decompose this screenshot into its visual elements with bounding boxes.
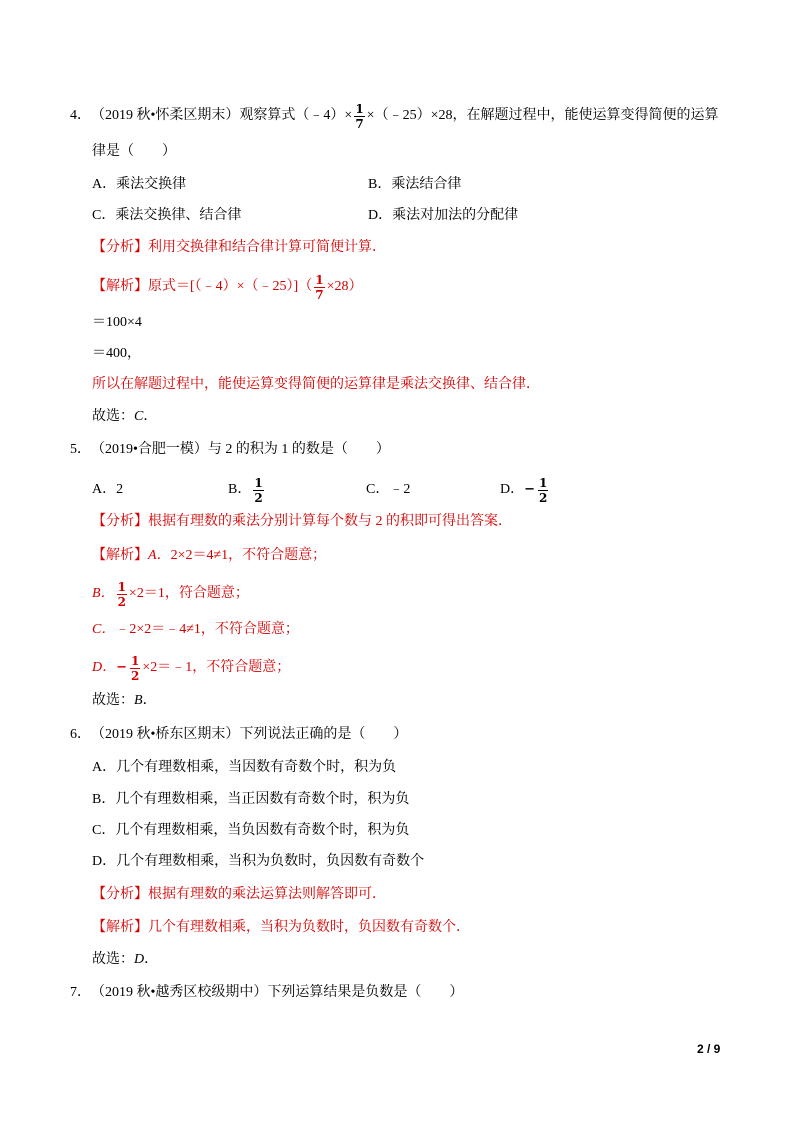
fraction-denominator: 2 bbox=[254, 490, 263, 505]
solution-text: ×28） bbox=[326, 279, 363, 294]
solution-step-letter: C． bbox=[92, 622, 116, 637]
question-5-stem bbox=[70, 440, 390, 460]
analysis bbox=[92, 885, 386, 905]
question-number: 4． bbox=[70, 108, 91, 123]
answer-prefix: 故选： bbox=[92, 693, 134, 708]
option-text: 乘法交换律 bbox=[116, 177, 187, 192]
question-6-stem bbox=[70, 725, 407, 745]
answer-prefix: 故选： bbox=[92, 952, 134, 967]
fraction-numerator: 1 bbox=[131, 653, 140, 668]
fraction-denominator: 7 bbox=[315, 287, 324, 302]
answer-suffix: ． bbox=[144, 952, 159, 967]
question-source: （2019 秋•桥东区期末） bbox=[91, 727, 240, 742]
option-c bbox=[92, 206, 241, 226]
answer-letter: D bbox=[134, 952, 145, 967]
solution-text: ﹣2×2＝﹣4≠1，不符合题意； bbox=[115, 622, 299, 637]
fraction-denominator: 2 bbox=[539, 490, 548, 505]
solution-line bbox=[92, 272, 363, 302]
fraction bbox=[253, 477, 263, 504]
solution-text: 原式＝[（﹣4）×（﹣25）]（ bbox=[148, 279, 313, 294]
solution-text: ×2＝﹣1，不符合题意； bbox=[142, 660, 291, 675]
solution-label: 【解析】 bbox=[92, 548, 148, 563]
question-text: 观察算式（﹣4）× bbox=[239, 108, 353, 123]
solution-line bbox=[92, 620, 299, 640]
option-c bbox=[366, 480, 410, 500]
fraction-numerator: 1 bbox=[315, 272, 324, 287]
option-letter: D． bbox=[92, 854, 117, 869]
option-b bbox=[92, 790, 409, 810]
analysis bbox=[92, 238, 386, 258]
option-text: 几个有理数相乘，当因数有奇数个时，积为负 bbox=[116, 760, 397, 775]
option-text: 2 bbox=[116, 482, 124, 497]
answer-suffix: ． bbox=[143, 409, 158, 424]
option-text: 乘法交换律、结合律 bbox=[115, 208, 242, 223]
question-text: 与 2 的积为 1 的数是（ ） bbox=[207, 442, 390, 457]
question-text: 下列说法正确的是（ ） bbox=[239, 727, 408, 742]
question-number: 5． bbox=[70, 442, 91, 457]
answer-line bbox=[92, 407, 157, 427]
analysis-label: 【分析】 bbox=[92, 240, 148, 255]
fraction-numerator: 1 bbox=[117, 579, 126, 594]
question-source: （2019 秋•怀柔区期末） bbox=[91, 108, 240, 123]
option-letter: C． bbox=[92, 823, 116, 838]
solution-line bbox=[92, 579, 249, 609]
fraction-numerator: 1 bbox=[539, 475, 548, 490]
answer-prefix: 故选： bbox=[92, 409, 134, 424]
fraction-numerator: 1 bbox=[254, 475, 263, 490]
question-source: （2019•合肥一模） bbox=[91, 442, 208, 457]
fraction bbox=[354, 103, 364, 130]
option-letter: D． bbox=[368, 208, 393, 223]
option-letter: B． bbox=[368, 177, 392, 192]
analysis-text: 利用交换律和结合律计算可简便计算． bbox=[148, 240, 386, 255]
option-text: 乘法结合律 bbox=[391, 177, 462, 192]
question-4-stem bbox=[70, 101, 719, 131]
option-c bbox=[92, 821, 409, 841]
question-number: 7． bbox=[70, 985, 91, 1000]
question-text: ×（﹣25）×28，在解题过程中，能使运算变得简便的运算 bbox=[366, 108, 719, 123]
solution-step-letter: D． bbox=[92, 660, 117, 675]
page-number: 2 / 9 bbox=[697, 1042, 721, 1056]
answer-line bbox=[92, 691, 157, 711]
option-letter: A． bbox=[92, 760, 117, 775]
solution-text: ×2＝1，符合题意； bbox=[128, 586, 249, 601]
solution-text: 2×2＝4≠1，不符合题意； bbox=[170, 548, 327, 563]
option-letter: B． bbox=[228, 482, 252, 497]
question-source: （2019 秋•越秀区校级期中） bbox=[91, 985, 268, 1000]
analysis-text: 根据有理数的乘法运算法则解答即可． bbox=[148, 887, 386, 902]
solution-line bbox=[92, 653, 291, 683]
fraction-denominator: 7 bbox=[355, 116, 364, 131]
fraction-denominator: 2 bbox=[131, 668, 140, 683]
solution-label: 【解析】 bbox=[92, 279, 148, 294]
option-a bbox=[92, 175, 186, 195]
solution-line bbox=[92, 918, 470, 938]
question-number: 6． bbox=[70, 727, 91, 742]
option-b bbox=[368, 175, 461, 195]
option-text: ﹣2 bbox=[389, 482, 411, 497]
minus-sign: − bbox=[116, 660, 128, 675]
option-letter: D． bbox=[500, 482, 525, 497]
solution-text: ＝100×4 bbox=[92, 315, 142, 330]
fraction bbox=[314, 274, 324, 301]
solution-step-letter: A． bbox=[148, 548, 171, 563]
option-d bbox=[92, 852, 424, 872]
question-text: 律是（ ） bbox=[92, 144, 176, 159]
option-a bbox=[92, 480, 123, 500]
analysis-text: 根据有理数的乘法分别计算每个数与 2 的积即可得出答案． bbox=[148, 514, 512, 529]
solution-text: 所以在解题过程中，能使运算变得简便的运算律是乘法交换律、结合律． bbox=[92, 377, 540, 392]
option-text: 几个有理数相乘，当积为负数时，负因数有奇数个 bbox=[116, 854, 425, 869]
solution-label: 【解析】 bbox=[92, 920, 148, 935]
option-d bbox=[500, 475, 550, 505]
solution-line bbox=[92, 313, 142, 333]
option-letter: B． bbox=[92, 792, 116, 807]
solution-text: 几个有理数相乘，当积为负数时，负因数有奇数个． bbox=[148, 920, 470, 935]
fraction-denominator: 2 bbox=[117, 594, 126, 609]
fraction-numerator: 1 bbox=[355, 101, 364, 116]
question-4-stem-line2 bbox=[92, 142, 176, 162]
solution-line bbox=[92, 546, 326, 566]
answer-suffix: ． bbox=[142, 693, 157, 708]
option-letter: A． bbox=[92, 482, 117, 497]
fraction bbox=[538, 477, 548, 504]
fraction bbox=[130, 655, 140, 682]
option-text: 几个有理数相乘，当正因数有奇数个时，积为负 bbox=[115, 792, 410, 807]
option-letter: A． bbox=[92, 177, 117, 192]
option-text: 乘法对加法的分配律 bbox=[392, 208, 519, 223]
option-d bbox=[368, 206, 518, 226]
solution-line bbox=[92, 375, 540, 395]
option-b bbox=[228, 475, 266, 505]
question-text: 下列运算结果是负数是（ ） bbox=[267, 985, 464, 1000]
answer-letter: C bbox=[134, 409, 144, 424]
option-letter: C． bbox=[92, 208, 116, 223]
solution-line bbox=[92, 344, 141, 364]
solution-step-letter: B． bbox=[92, 586, 115, 601]
answer-letter: B bbox=[134, 693, 143, 708]
analysis-label: 【分析】 bbox=[92, 514, 148, 529]
minus-sign: − bbox=[524, 482, 536, 497]
analysis bbox=[92, 512, 512, 532]
option-letter: C． bbox=[366, 482, 390, 497]
option-text: 几个有理数相乘，当负因数有奇数个时，积为负 bbox=[115, 823, 410, 838]
option-a bbox=[92, 758, 396, 778]
answer-line bbox=[92, 950, 158, 970]
fraction bbox=[117, 581, 127, 608]
question-7-stem bbox=[70, 983, 463, 1003]
solution-text: ＝400， bbox=[92, 346, 141, 361]
analysis-label: 【分析】 bbox=[92, 887, 148, 902]
